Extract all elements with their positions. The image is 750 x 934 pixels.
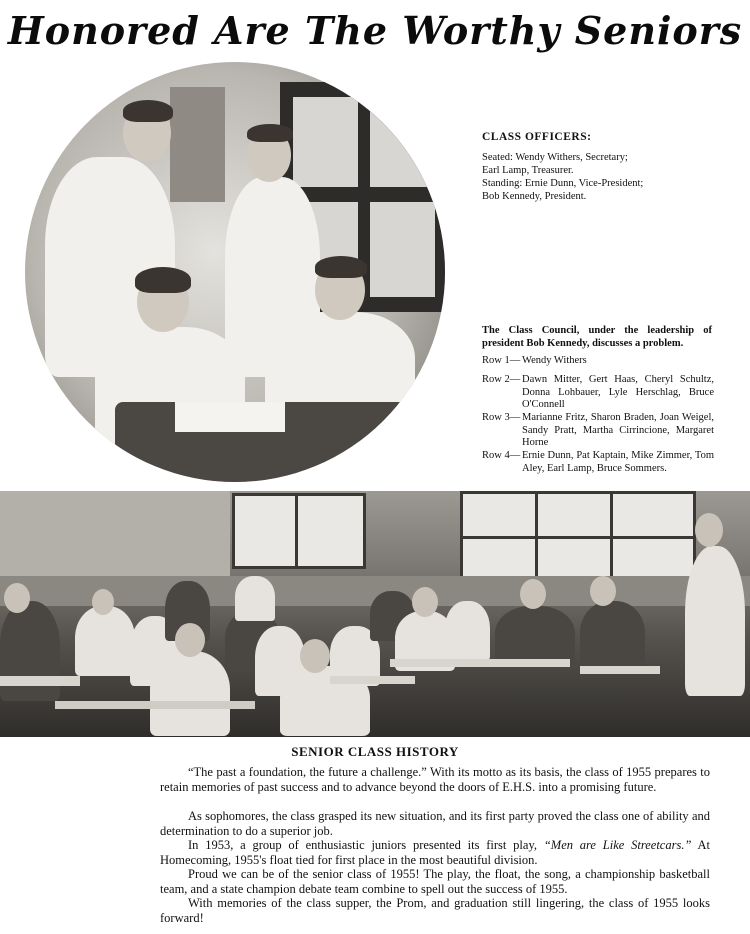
history-paragraph: As sophomores, the class grasped its new situation, and its first party proved the class one of ability and determination to do a superior job.: [160, 809, 710, 838]
council-row: [482, 355, 714, 368]
council-row: [482, 374, 714, 412]
council-row: [482, 450, 714, 475]
history-text: At Homecoming, 1955's float tied for first place in the most beautiful division.: [160, 838, 711, 867]
history-paragraph: With memories of the class supper, the Prom, and graduation still lingering, the class of 1955 looks forward!: [160, 896, 710, 925]
row-label: Row 3—: [482, 412, 521, 423]
row-label: Row 1—: [482, 355, 521, 366]
history-text: In 1953, a group of enthusiastic juniors presented its first play,: [188, 838, 544, 852]
row-label: Row 4—: [482, 450, 521, 461]
officers-line: Standing: Ernie Dunn, Vice-President;: [482, 178, 644, 189]
class-council-photo: [0, 491, 750, 737]
history-paragraph: [160, 838, 710, 867]
council-caption: The Class Council, under the leadership of president Bob Kennedy, discusses a problem.: [482, 325, 712, 349]
page-title: Honored Are The Worthy Seniors: [7, 8, 743, 53]
history-heading: SENIOR CLASS HISTORY: [291, 744, 459, 759]
class-officers-photo: [25, 62, 445, 482]
row-label: Row 2—: [482, 374, 521, 385]
officers-line: Bob Kennedy, President.: [482, 191, 587, 202]
row-names: Wendy Withers: [522, 355, 587, 366]
row-names: Marianne Fritz, Sharon Braden, Joan Weigel, Sandy Pratt, Martha Cirrincione, Margaret Horne: [522, 412, 714, 448]
history-paragraph: Proud we can be of the senior class of 1955! The play, the float, the song, a championship basketball team, and a state champion debate team combine to spell out the success of 1955.: [160, 867, 710, 896]
history-paragraph: “The past a foundation, the future a challenge.” With its motto as its basis, the class of 1955 prepares to retain memories of past success and to advance beyond the doors of E.H.S. into a promising future.: [160, 765, 710, 794]
row-names: Dawn Mitter, Gert Haas, Cheryl Schultz, Donna Lohbauer, Lyle Herschlag, Bruce O'Connell: [522, 374, 714, 410]
council-row: [482, 412, 714, 450]
row-names: Ernie Dunn, Pat Kaptain, Mike Zimmer, Tom Aley, Earl Lamp, Bruce Sommers.: [522, 450, 714, 474]
play-title: “Men are Like Streetcars.”: [543, 838, 692, 852]
officers-line: Earl Lamp, Treasurer.: [482, 165, 574, 176]
officers-heading: CLASS OFFICERS:: [482, 131, 592, 143]
officers-line: Seated: Wendy Withers, Secretary;: [482, 152, 628, 163]
